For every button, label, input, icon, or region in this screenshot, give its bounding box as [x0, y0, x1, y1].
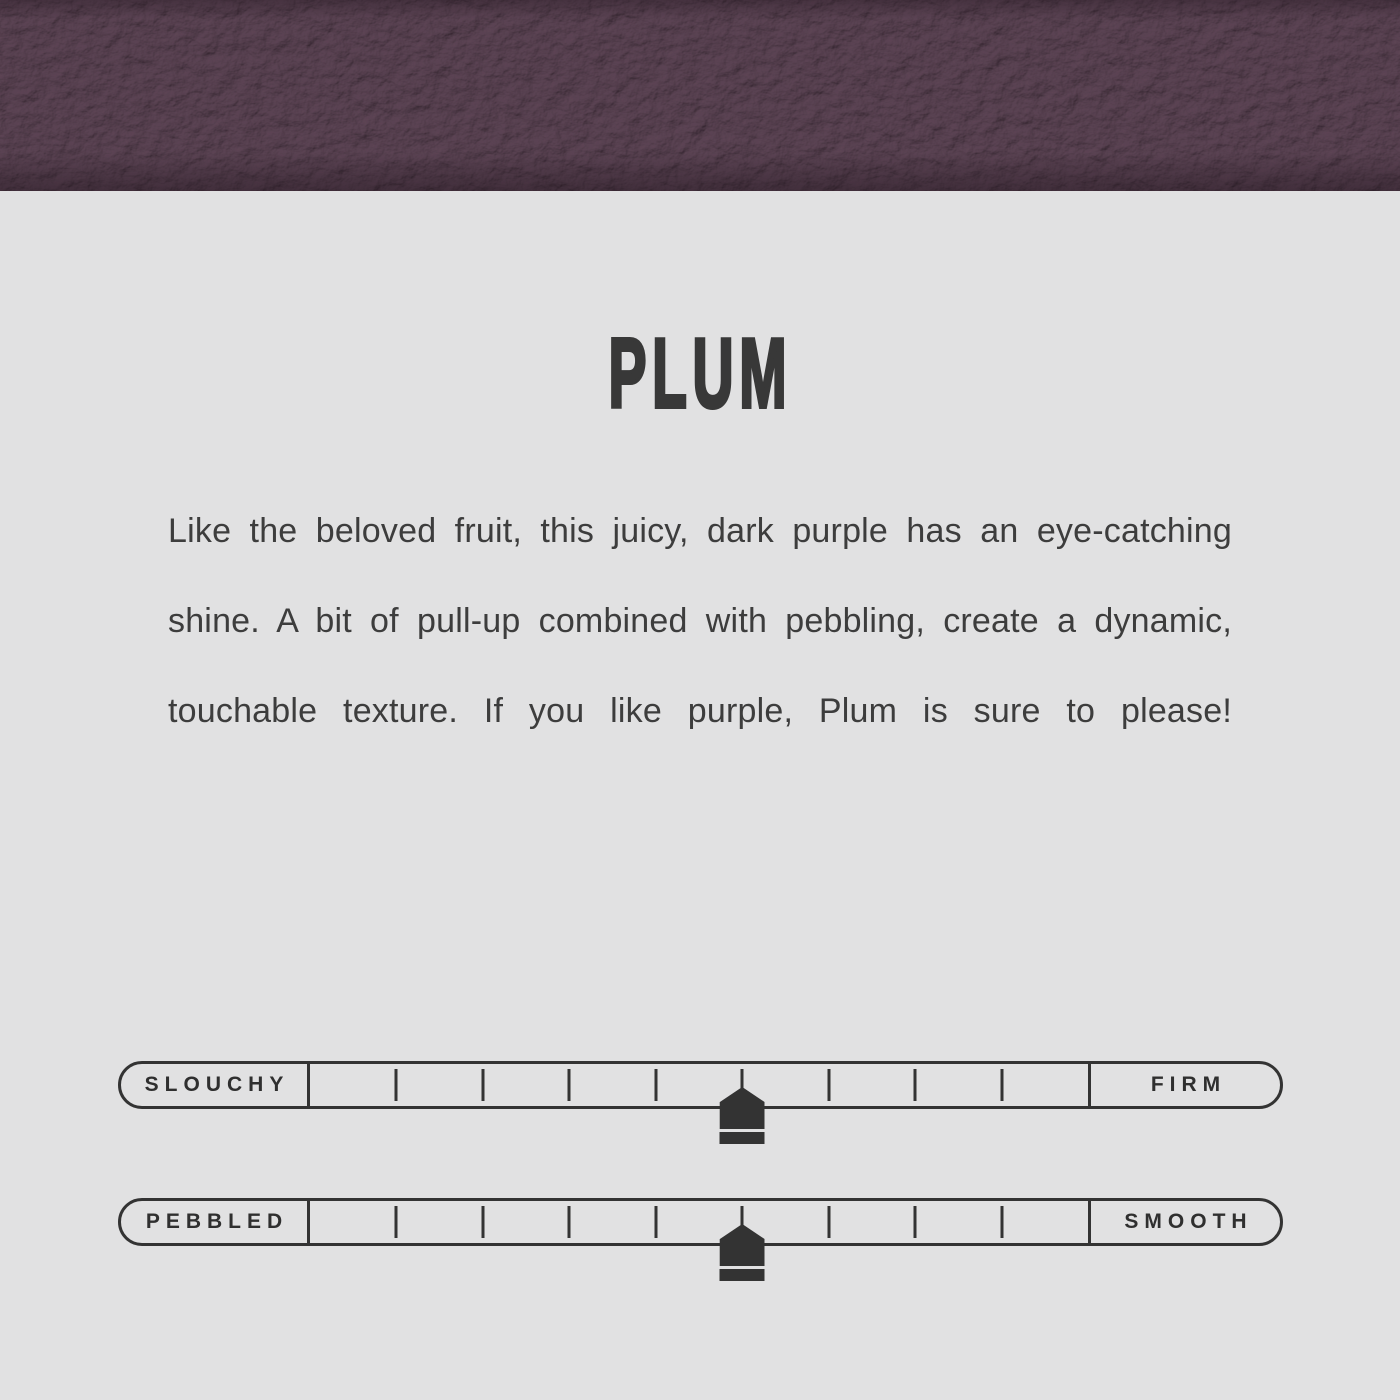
tick-mark [827, 1206, 830, 1238]
page-title [0, 318, 1400, 428]
tick-mark [568, 1069, 571, 1101]
leather-texture-image [0, 0, 1400, 191]
tick-mark [654, 1206, 657, 1238]
tick-mark [395, 1069, 398, 1101]
scale-right-label: SMOOTH [1088, 1201, 1280, 1243]
description [168, 486, 1232, 756]
tick-mark [395, 1206, 398, 1238]
marker-arrow-icon [720, 1224, 765, 1266]
description-line-3: touchable texture. If you like purple, Plum is sure to please! [168, 692, 1232, 730]
scale-marker [720, 1224, 765, 1281]
marker-arrow-icon [720, 1087, 765, 1129]
scale-slouchy-firm [118, 1061, 1283, 1109]
tick-mark [481, 1206, 484, 1238]
tick-mark [914, 1069, 917, 1101]
marker-base-bar [720, 1132, 765, 1144]
leather-swatch-banner [0, 0, 1400, 191]
page-title-text: PLUM [608, 318, 792, 428]
scale-track [310, 1064, 1088, 1106]
scale-left-label: PEBBLED [121, 1201, 310, 1243]
tick-mark [481, 1069, 484, 1101]
tick-mark [568, 1206, 571, 1238]
tick-mark [1000, 1069, 1003, 1101]
scale-marker [720, 1087, 765, 1144]
description-line-1: Like the beloved fruit, this juicy, dark purple has an eye-catching [168, 512, 1232, 550]
tick-mark [914, 1206, 917, 1238]
scale-pebbled-smooth [118, 1198, 1283, 1246]
tick-mark [1000, 1206, 1003, 1238]
scale-track [310, 1201, 1088, 1243]
tick-mark [654, 1069, 657, 1101]
scale-right-label: FIRM [1088, 1064, 1280, 1106]
marker-base-bar [720, 1269, 765, 1281]
tick-mark [827, 1069, 830, 1101]
scale-left-label: SLOUCHY [121, 1064, 310, 1106]
description-line-2: shine. A bit of pull-up combined with pebbling, create a dynamic, [168, 602, 1232, 640]
